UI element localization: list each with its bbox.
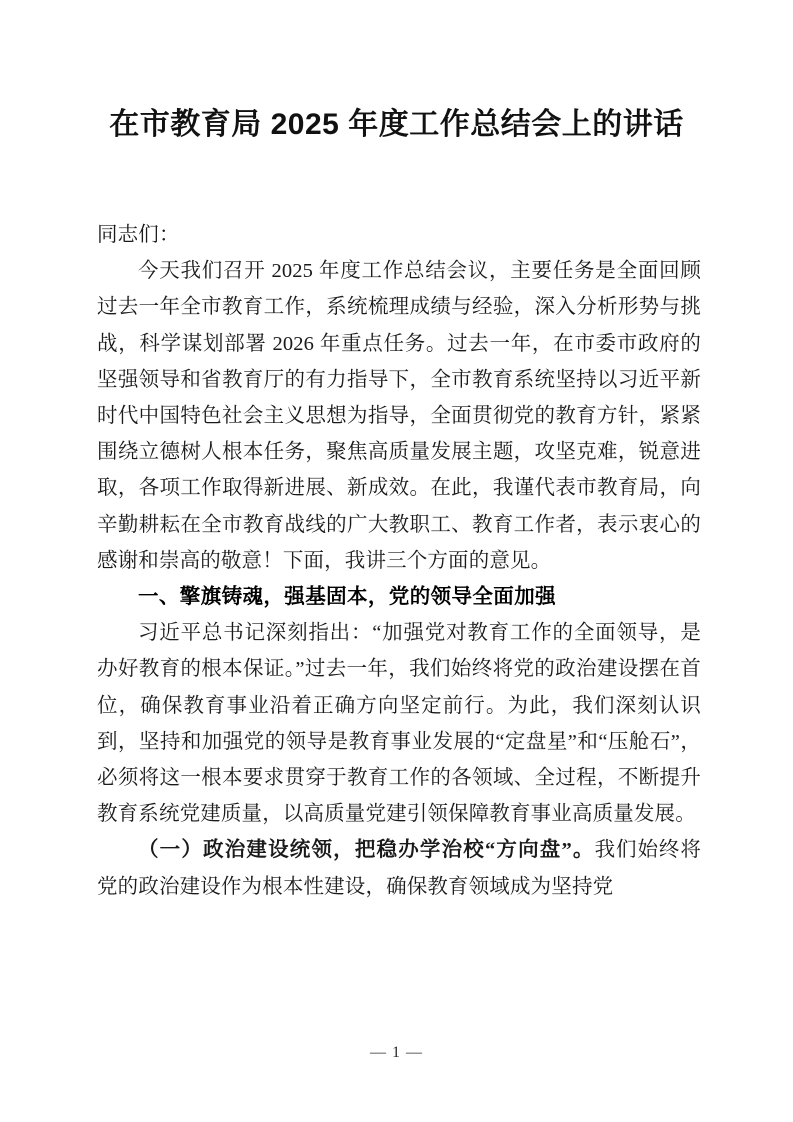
section-one-paragraph: 习近平总书记深刻指出：“加强党对教育工作的全面领导，是办好教育的根本保证。”过去一年，我们始终将党的政治建设摆在首位，确保教育事业沿着正确方向坚定前行。为此，我们深刻认识到，坚持和加强党的领导是教育事业发展的“定盘星”和“压舱石”，必须将这一根本要求贯穿于教育工作的各领域、全过程，不断提升教育系统党建质量，以高质量党建引领保障教育事业高质量发展。 [97,622,701,826]
salutation-paragraph: 同志们： [97,224,180,246]
page-number-footer: — 1 — [370,1044,423,1061]
document-body [97,176,701,905]
subsection-one-heading: （一）政治建设统领，把稳办学治校“方向盘”。 [138,839,595,862]
opening-paragraph: 今天我们召开 2025 年度工作总结会议，主要任务是全面回顾过去一年全市教育工作，系统梳理成绩与经验，深入分析形势与挑战，科学谋划部署 2026 年重点任务。过去一年，在市委市政府的坚强领导和省教育厅的有力指导下，全市教育系统坚持以习近平新时代中国特色社会主义思想为指导，全面贯彻党的教育方针，紧紧围绕立德树人根本任务，聚焦高质量发展主题，攻坚克难，锐意进取，各项工作取得新进展、新成效。在此，我谨代表市教育局，向辛勤耕耘在全市教育战线的广大教职工、教育工作者，表示衷心的感谢和崇高的敬意！下面，我讲三个方面的意见。 [97,260,701,572]
subsection-one-body: 我们始终将党的政治建设作为根本性建设，确保教育领域成为坚持党 [97,839,701,898]
subsection-one-paragraph [97,832,701,904]
page-title: 在市教育局 2025 年度工作总结会上的讲话 [109,108,684,141]
section-heading-one: 一、擎旗铸魂，强基固本，党的领导全面加强 [138,585,556,609]
